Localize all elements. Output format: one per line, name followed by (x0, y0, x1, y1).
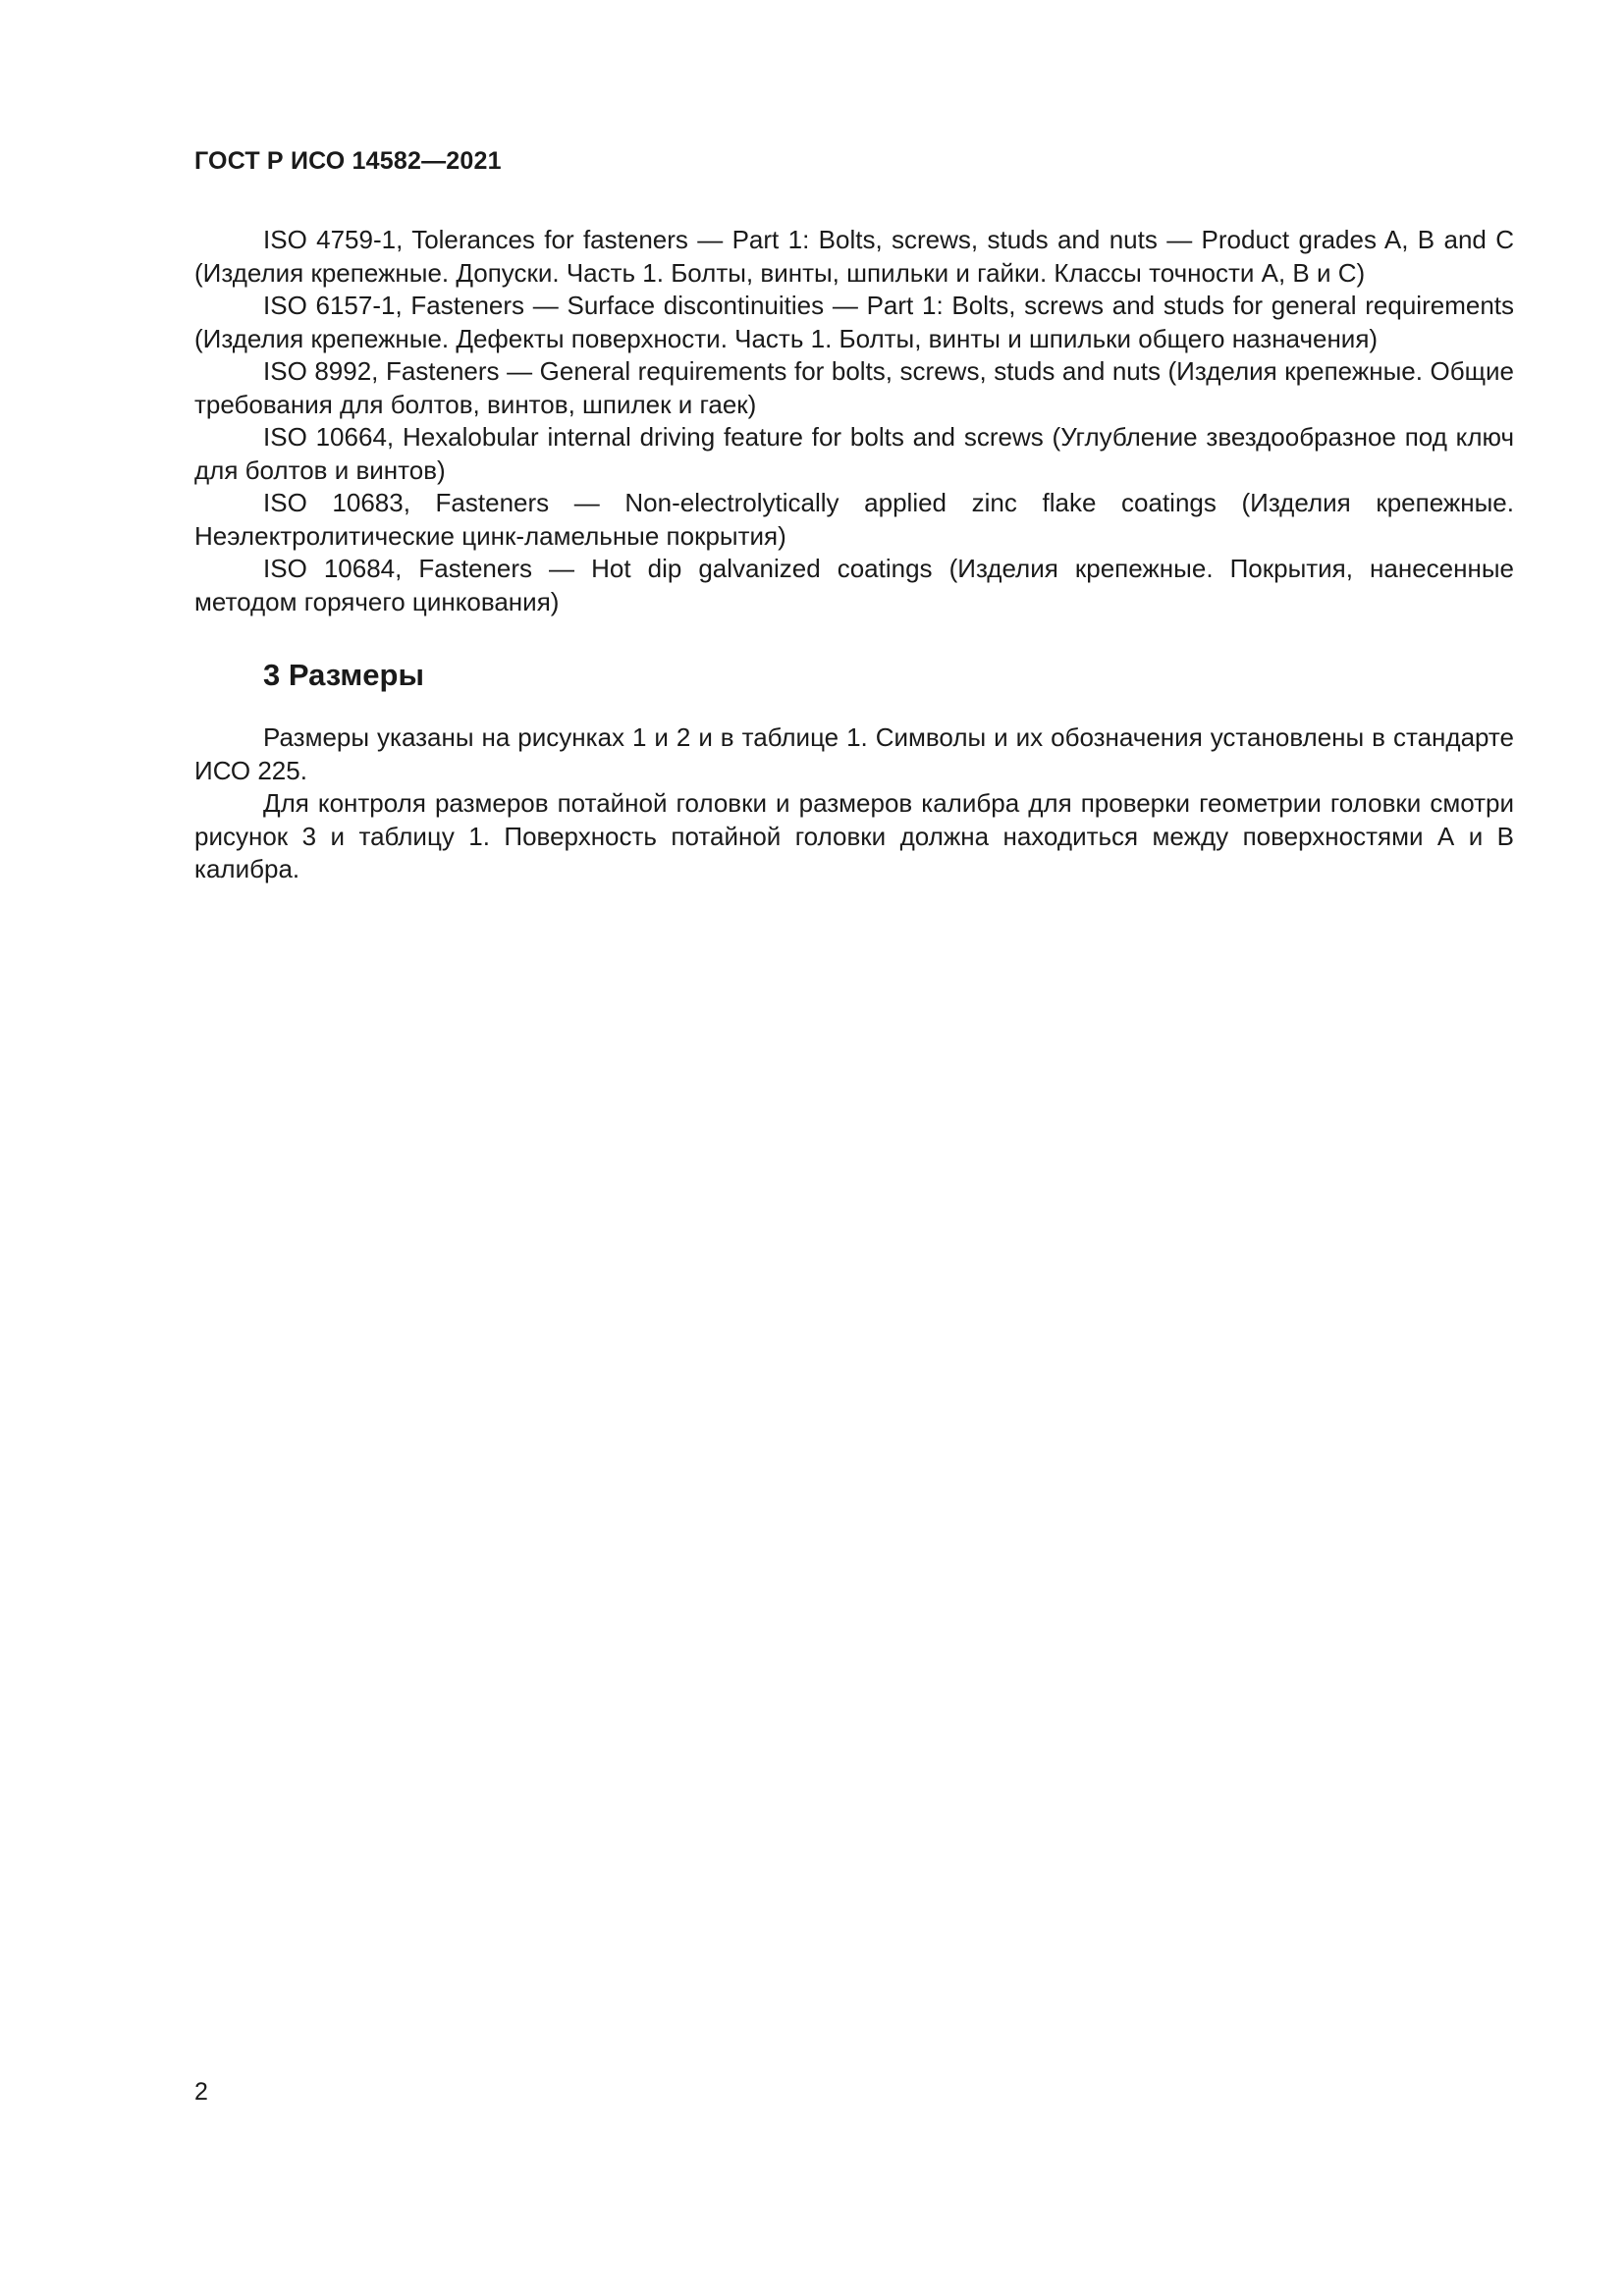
section-3-paragraph: Для контроля размеров потайной головки и размеров калибра для проверки геометрии головки смотри рисунок 3 и таблицу 1. Поверхность потайной головки должна находиться между поверхностями А и В калибра. (194, 788, 1514, 883)
document-code-header: ГОСТ Р ИСО 14582—2021 (194, 147, 502, 175)
reference-iso-10683: ISO 10683, Fasteners — Non-electrolytically applied zinc flake coatings (Изделия крепежные. Неэлектролитические цинк-ламельные покрытия) (194, 488, 1514, 551)
reference-iso-10664: ISO 10664, Hexalobular internal driving feature for bolts and screws (Углубление звездообразное под ключ для болтов и винтов) (194, 422, 1514, 485)
page-content (194, 224, 1514, 886)
reference-iso-6157-1: ISO 6157-1, Fasteners — Surface discontinuities — Part 1: Bolts, screws and studs for general requirements (Изделия крепежные. Дефекты поверхности. Часть 1. Болты, винты и шпильки общего назначения) (194, 291, 1514, 353)
section-3-title: 3 Размеры (263, 658, 424, 692)
reference-iso-4759-1: ISO 4759-1, Tolerances for fasteners — Part 1: Bolts, screws, studs and nuts — Product grades A, B and C (Изделия крепежные. Допуски. Часть 1. Болты, винты, шпильки и гайки. Классы точности А, В и С) (194, 225, 1514, 288)
section-3-body (194, 721, 1514, 886)
reference-iso-8992: ISO 8992, Fasteners — General requirements for bolts, screws, studs and nuts (Изделия крепежные. Общие требования для болтов, винтов, шпилек и гаек) (194, 356, 1514, 419)
normative-references-list (194, 224, 1514, 618)
section-3-paragraph: Размеры указаны на рисунках 1 и 2 и в таблице 1. Символы и их обозначения установлены в стандарте ИСО 225. (194, 722, 1514, 785)
page-number: 2 (194, 2078, 208, 2106)
reference-iso-10684: ISO 10684, Fasteners — Hot dip galvanized coatings (Изделия крепежные. Покрытия, нанесенные методом горячего цинкования) (194, 554, 1514, 616)
